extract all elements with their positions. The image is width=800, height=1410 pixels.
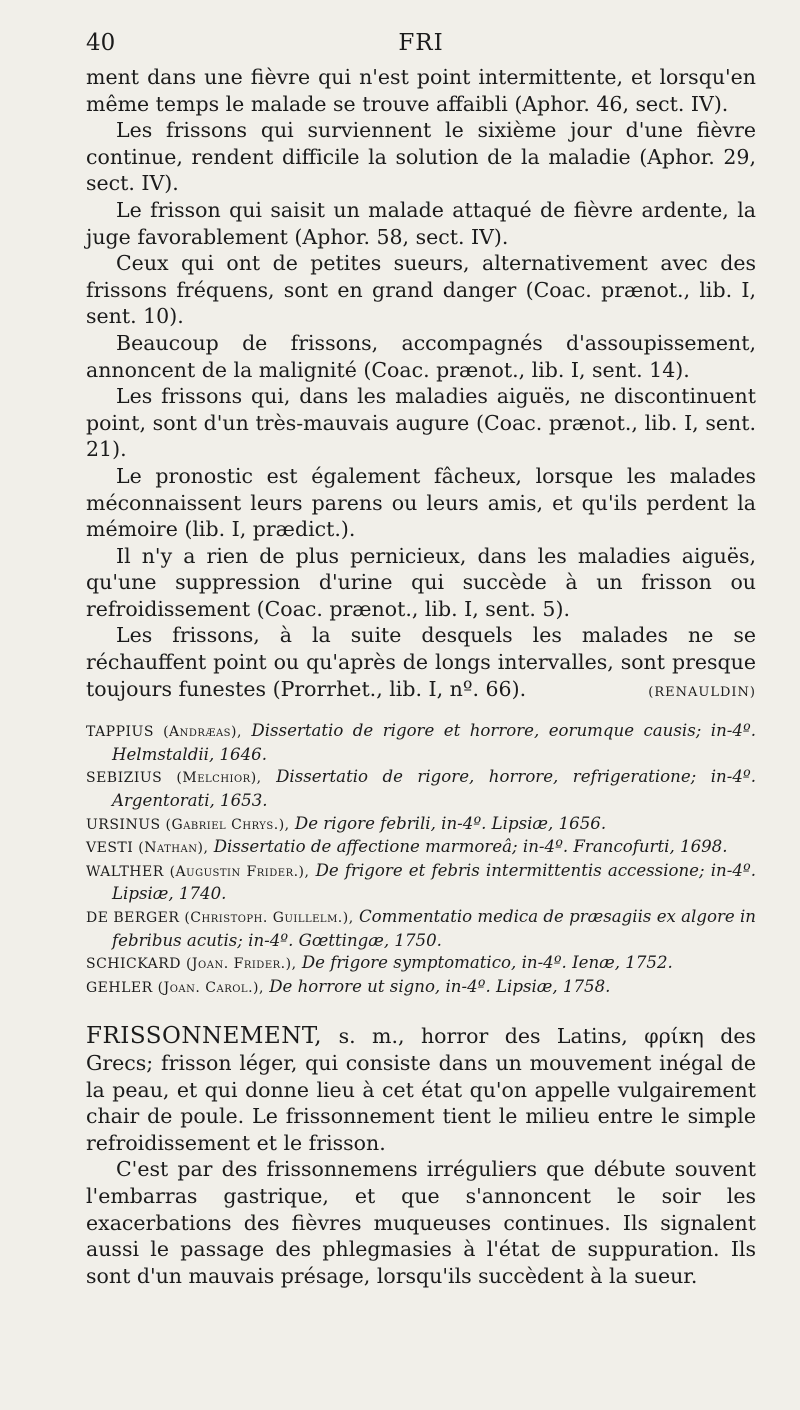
body-text [86,64,756,702]
paragraph: Les frissons, à la suite desquels les malades ne se réchauffent point ou qu'après de longs intervalles, sont presque toujours funestes (Prorrhet., lib. I, nº. 66). [86,623,756,701]
bibliography [86,720,756,999]
bibliography-entry: DE BERGER (Christoph. Guillelm.), Commentatio medica de præsagiis ex algore in febribus acutis; in-4º. Gœttingæ, 1750. [86,907,756,950]
paragraph: Le pronostic est également fâcheux, lorsque les malades méconnaissent leurs parens ou leurs amis, et qu'ils perdent la mémoire (lib. I, prædict.). [86,463,756,542]
page [86,30,756,1289]
running-head: FRI [398,30,444,56]
page-header [86,30,756,64]
bibliography-entry: SCHICKARD (Joan. Frider.), De frigore symptomatico, in-4º. Ienæ, 1752. [86,953,673,973]
bibliography-entry: URSINUS (Gabriel Chrys.), De rigore febrili, in-4º. Lipsiæ, 1656. [86,813,607,833]
paragraph: ment dans une fièvre qui n'est point intermittente, et lorsqu'en même temps le malade se trouve affaibli (Aphor. 46, sect. IV). [86,65,756,116]
bibliography-entry: WALTHER (Augustin Frider.), De frigore et febris intermittentis accessione; in-4º. Lipsiæ, 1740. [86,860,756,904]
entry-paragraph [86,1023,756,1156]
bibliography-entry: TAPPIUS (Andræas), Dissertatio de rigore et horrore, eorumque causis; in-4º. Helmstaldii, 1646. [86,721,756,764]
paragraph: Le frisson qui saisit un malade attaqué de fièvre ardente, la juge favorablement (Aphor. 58, sect. IV). [86,197,756,249]
entry-definition: s. m., horror des Latins, φρίκη des Grecs; frisson léger, qui consiste dans un mouvement inégal de la peau, et qui donne lieu à cet état qu'on appelle vulgairement chair de poule. Le frissonnement tient le milieu entre le simple refroidissement et le frisson. [86,1024,756,1155]
bibliography-entry: VESTI (Nathan), Dissertatio de affectione marmoreâ; in-4º. Francofurti, 1698. [86,837,728,857]
paragraph: Il n'y a rien de plus pernicieux, dans les maladies aiguës, qu'une suppression d'urine qui succède à un frisson ou refroidissement (Coac. prænot., lib. I, sent. 5). [86,543,756,621]
entry-paragraph: C'est par des frissonnemens irréguliers que débute souvent l'embarras gastrique, et que s'annoncent le soir les exacerbations des fièvres muqueuses continues. Ils signalent aussi le passage des phlegmasies à l'état de suppuration. Ils sont d'un mauvais présage, lorsqu'ils succèdent à la sueur. [86,1157,756,1288]
bibliography-entry: SEBIZIUS (Melchior), Dissertatio de rigore, horrore, refrigeratione; in-4º. Argentorati, 1653. [86,767,756,811]
author-attribution: (RENAULDIN) [648,684,756,700]
dictionary-entry [86,1023,756,1289]
bibliography-entry: GEHLER (Joan. Carol.), De horrore ut signo, in-4º. Lipsiæ, 1758. [86,976,611,996]
page-number: 40 [86,30,116,56]
paragraph: Beaucoup de frissons, accompagnés d'assoupissement, annoncent de la malignité (Coac. prænot., lib. I, sent. 14). [86,330,756,382]
paragraph-with-attribution [86,622,756,702]
paragraph: Ceux qui ont de petites sueurs, alternativement avec des frissons fréquens, sont en grand danger (Coac. prænot., lib. I, sent. 10). [86,251,756,329]
paragraph: Les frissons qui, dans les maladies aiguës, ne discontinuent point, sont d'un très-mauvais augure (Coac. prænot., lib. I, sent. 21). [86,384,756,462]
entry-headword: FRISSONNEMENT, [86,1023,323,1050]
paragraph: Les frissons qui surviennent le sixième jour d'une fièvre continue, rendent difficile la solution de la maladie (Aphor. 29, sect. IV). [86,118,756,196]
